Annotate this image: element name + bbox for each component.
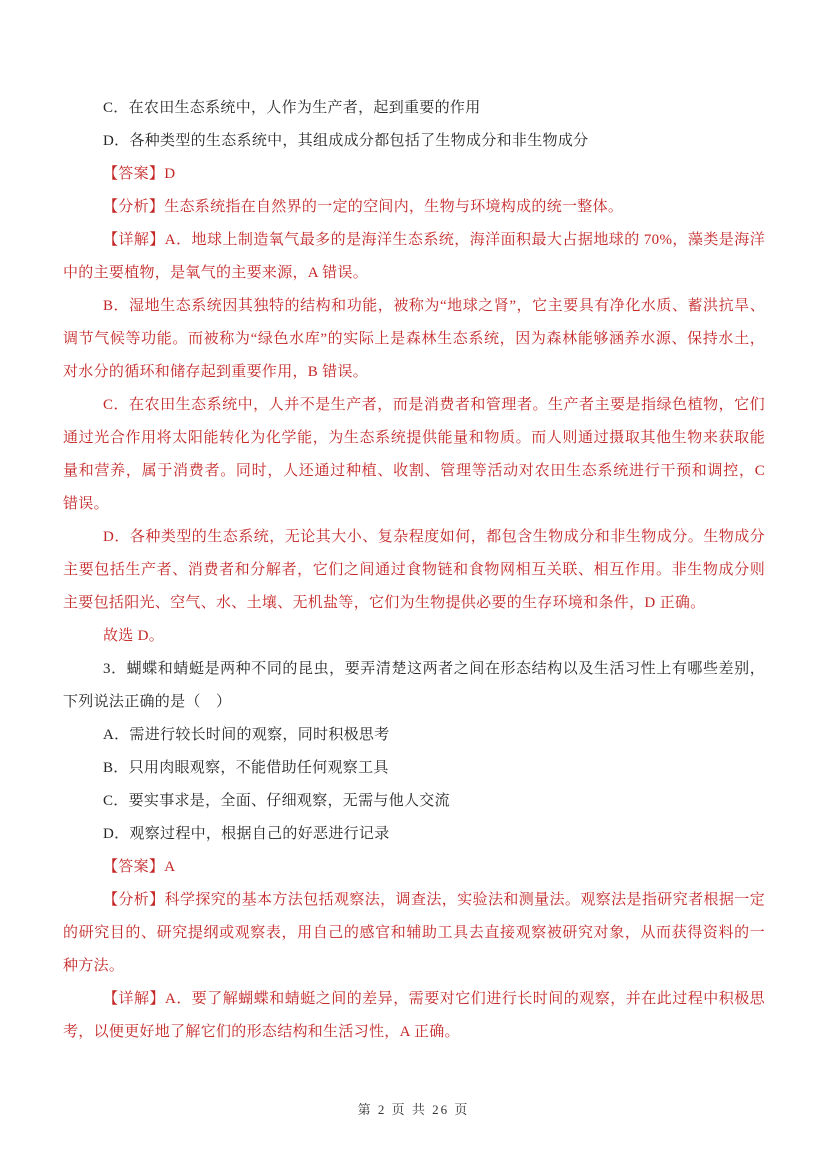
q2-explain-c: C．在农田生态系统中，人并不是生产者，而是消费者和管理者。生产者主要是指绿色植物，它们通过光合作用将太阳能转化为化学能，为生态系统提供能量和物质。而人则通过摄取其他生物来获取能量和营养，属于消费者。同时，人还通过种植、收割、管理等活动对农田生态系统进行干预和调控，C 错误。 [63, 397, 765, 512]
q2-analysis: 【分析】生态系统指在自然界的一定的空间内，生物与环境构成的统一整体。 [103, 199, 624, 215]
q3-option-a: A．需进行较长时间的观察，同时积极思考 [103, 727, 390, 743]
page-number: 第 2 页 共 26 页 [357, 1102, 470, 1117]
q3-analysis: 【分析】科学探究的基本方法包括观察法，调查法，实验法和测量法。观察法是指研究者根据一定的研究目的、研究提纲或观察表，用自己的感官和辅助工具去直接观察被研究对象，从而获得资料的一种方法。 [63, 892, 765, 974]
q2-answer: 【答案】D [103, 166, 176, 182]
q2-option-c: C．在农田生态系统中，人作为生产者，起到重要的作用 [103, 100, 481, 116]
q3-answer: 【答案】A [103, 859, 176, 875]
q2-explain-b: B．湿地生态系统因其独特的结构和功能，被称为“地球之肾”，它主要具有净化水质、蓄洪抗旱、调节气候等功能。而被称为“绿色水库”的实际上是森林生态系统，因为森林能够涵养水源、保持水土，对水分的循环和储存起到重要作用，B 错误。 [63, 298, 765, 380]
q3-stem: 3．蝴蝶和蜻蜓是两种不同的昆虫，要弄清楚这两者之间在形态结构以及生活习性上有哪些差别，下列说法正确的是（ ） [63, 661, 765, 710]
q3-explain-a: 【详解】A．要了解蝴蝶和蜻蜓之间的差异，需要对它们进行长时间的观察，并在此过程中积极思考，以便更好地了解它们的形态结构和生活习性，A 正确。 [63, 991, 765, 1040]
document-body [63, 92, 765, 1049]
page-footer [0, 1099, 827, 1118]
q2-conclusion: 故选 D。 [103, 628, 165, 644]
q2-option-d: D．各种类型的生态系统中，其组成成分都包括了生物成分和非生物成分 [103, 133, 589, 149]
q2-explain-a: 【详解】A．地球上制造氧气最多的是海洋生态系统，海洋面积最大占据地球的 70%，藻类是海洋中的主要植物，是氧气的主要来源，A 错误。 [63, 232, 765, 281]
q3-option-b: B．只用肉眼观察，不能借助任何观察工具 [103, 760, 389, 776]
q3-option-c: C．要实事求是，全面、仔细观察，无需与他人交流 [103, 793, 450, 809]
q2-explain-d: D．各种类型的生态系统，无论其大小、复杂程度如何，都包含生物成分和非生物成分。生物成分主要包括生产者、消费者和分解者，它们之间通过食物链和食物网相互关联、相互作用。非生物成分则主要包括阳光、空气、水、土壤、无机盐等，它们为生物提供必要的生存环境和条件，D 正确。 [63, 529, 765, 611]
q3-option-d: D．观察过程中，根据自己的好恶进行记录 [103, 826, 390, 842]
